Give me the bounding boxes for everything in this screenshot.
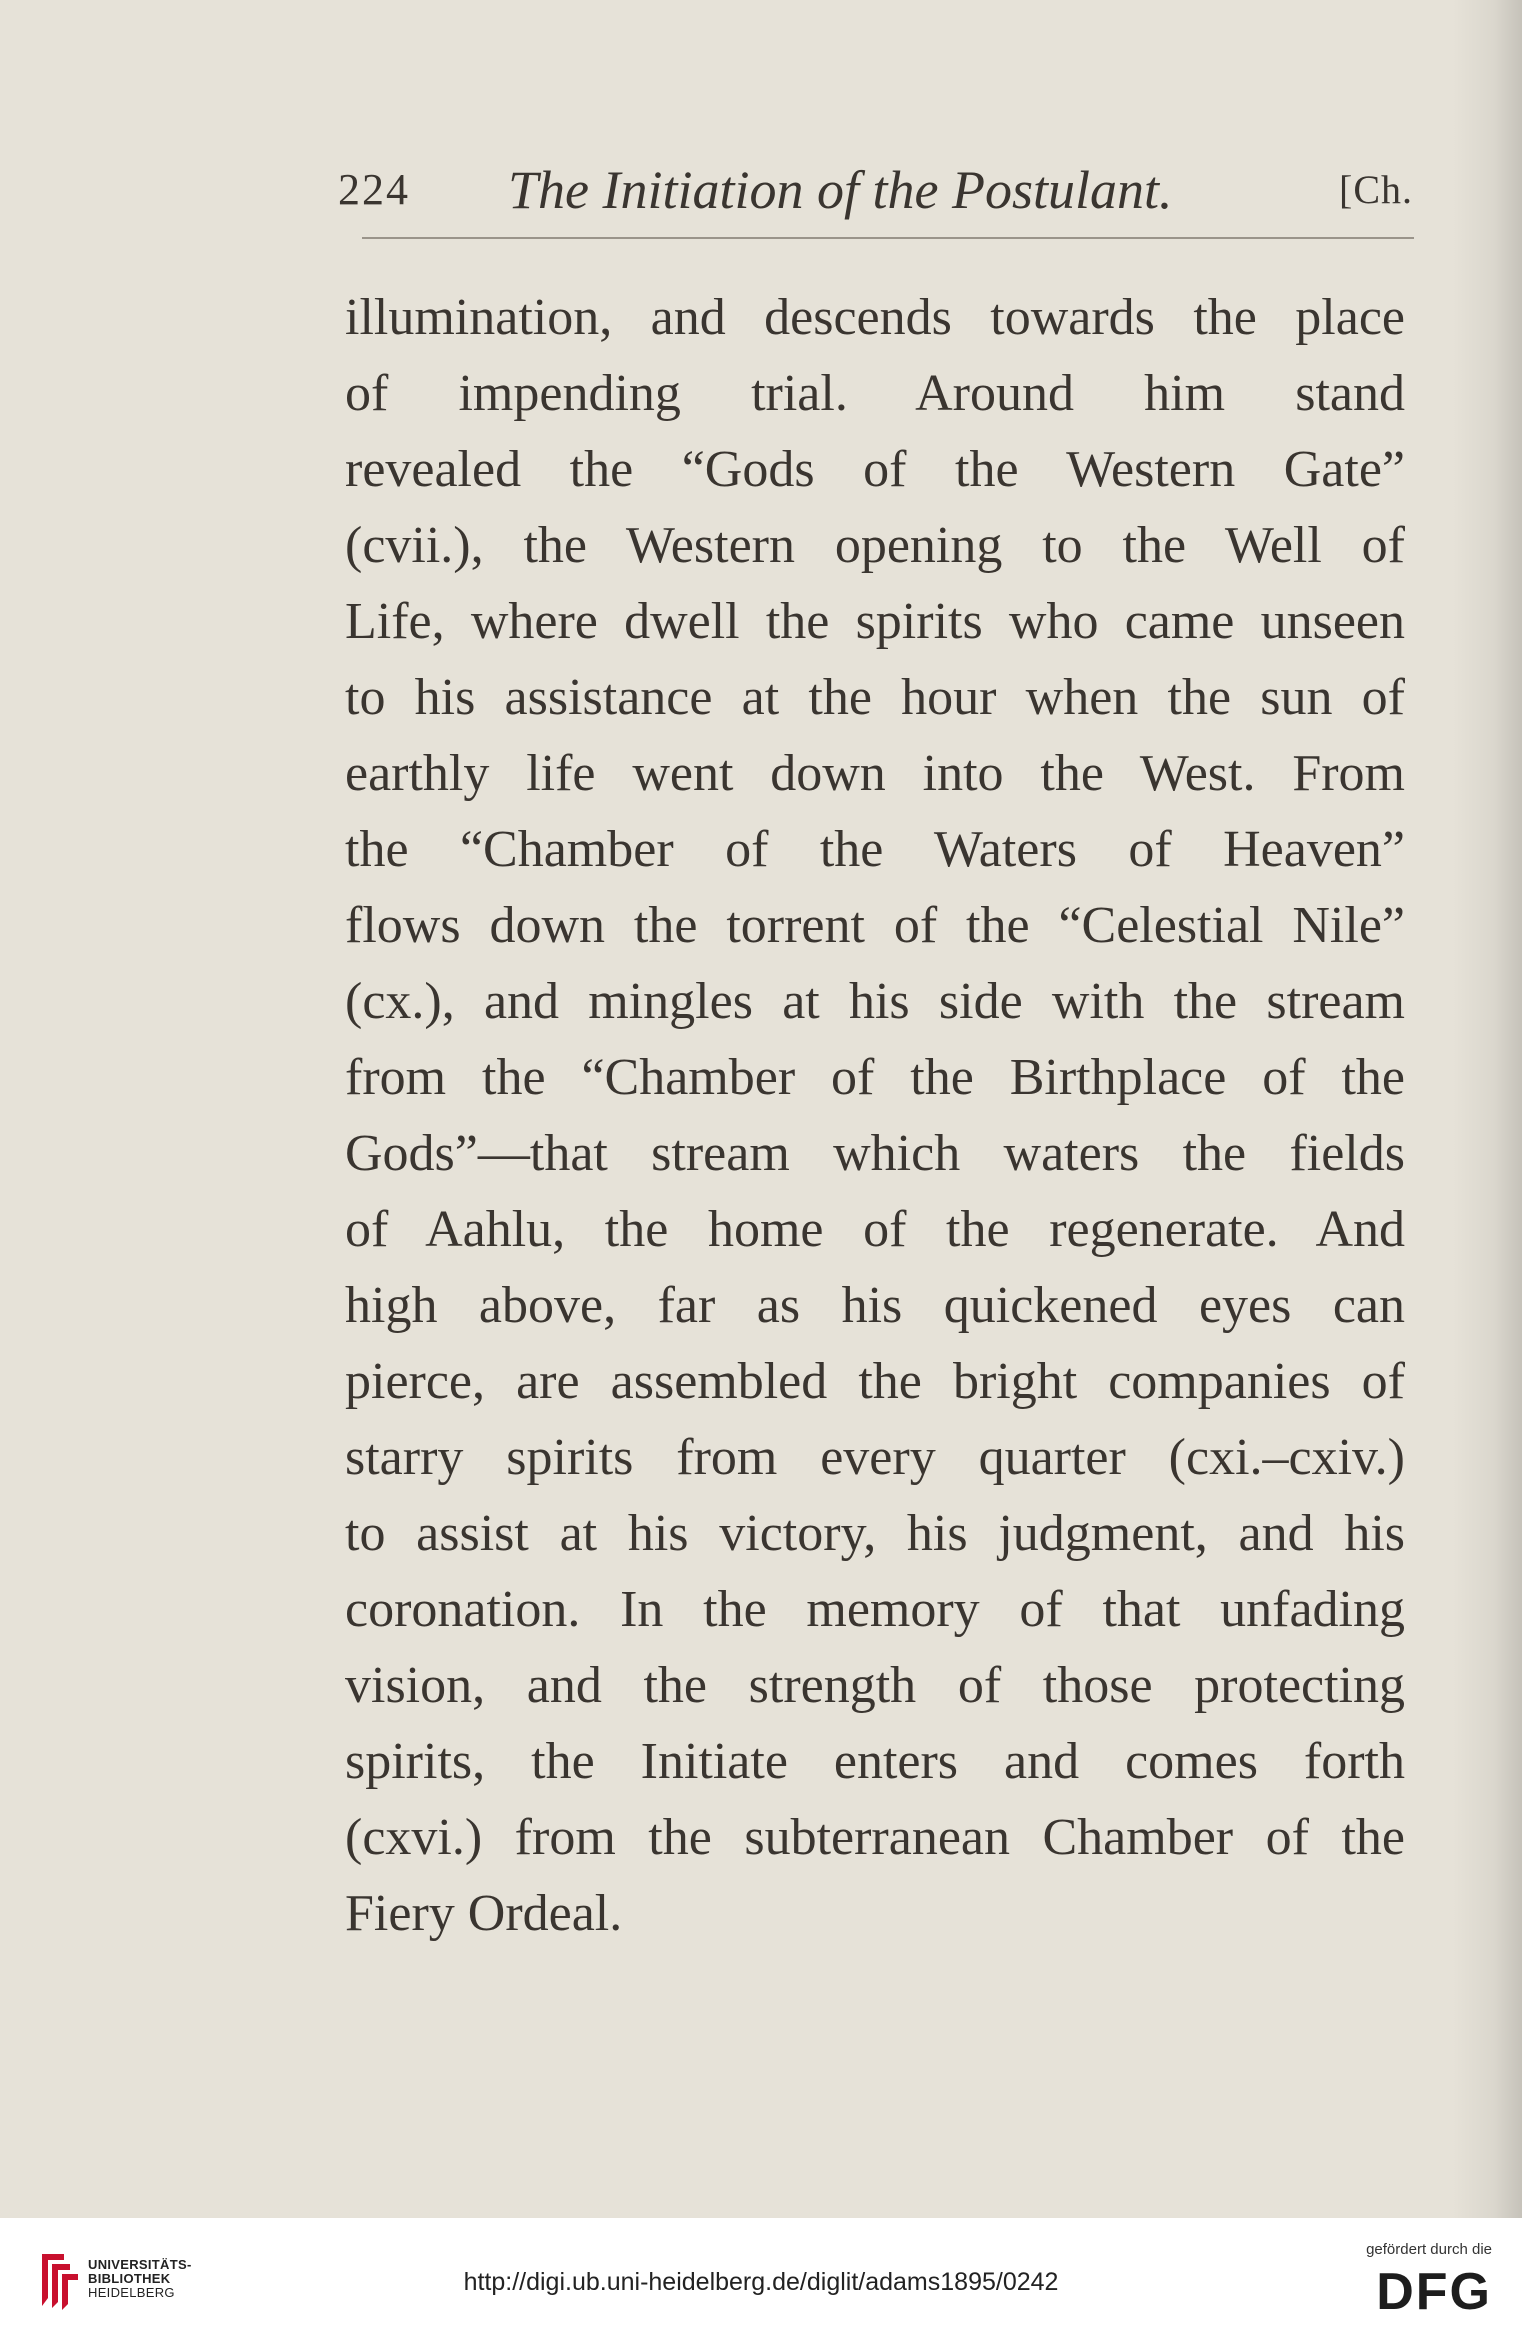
text-line: revealed the “Gods of the Western Gate”	[345, 441, 1405, 498]
text-line: flows down the torrent of the “Celestial Nile”	[345, 897, 1405, 954]
footer-bar	[0, 2218, 1522, 2343]
text-line: vision, and the strength of those protecting	[345, 1657, 1405, 1714]
text-line: Fiery Ordeal.	[345, 1885, 623, 1942]
text-line: (cx.), and mingles at his side with the stream	[345, 973, 1405, 1030]
text-line: of impending trial. Around him stand	[345, 365, 1405, 422]
text-line: the “Chamber of the Waters of Heaven”	[345, 821, 1405, 878]
body-text	[345, 280, 1405, 1952]
text-line: (cxvi.) from the subterranean Chamber of the	[345, 1809, 1405, 1866]
text-line: to his assistance at the hour when the sun of	[345, 669, 1405, 726]
text-line: earthly life went down into the West. From	[345, 745, 1405, 802]
chapter-reference: [Ch.	[1339, 167, 1413, 212]
library-name-line: UNIVERSITÄTS-	[88, 2257, 192, 2272]
text-line: (cvii.), the Western opening to the Well of	[345, 517, 1405, 574]
library-name-line: HEIDELBERG	[88, 2285, 175, 2300]
text-line: high above, far as his quickened eyes can	[345, 1277, 1405, 1334]
text-line: pierce, are assembled the bright companies of	[345, 1353, 1405, 1410]
dfg-logo: DFG	[1376, 2263, 1492, 2321]
text-line: from the “Chamber of the Birthplace of the	[345, 1049, 1405, 1106]
page-edge-shadow	[1452, 0, 1522, 2218]
library-name-line: BIBLIOTHEK	[88, 2271, 171, 2286]
funding-note	[1332, 2240, 1492, 2324]
text-line: illumination, and descends towards the place	[345, 289, 1405, 346]
funded-by-label: gefördert durch die	[1366, 2241, 1492, 2258]
text-line: starry spirits from every quarter (cxi.–cxiv.)	[345, 1429, 1405, 1486]
running-title: The Initiation of the Postulant.	[508, 160, 1173, 220]
text-line: of Aahlu, the home of the regenerate. And	[345, 1201, 1405, 1258]
text-line: Gods”—that stream which waters the fields	[345, 1125, 1405, 1182]
header-rule	[362, 237, 1414, 239]
running-head	[338, 150, 1413, 230]
text-line: coronation. In the memory of that unfading	[345, 1581, 1405, 1638]
text-line: to assist at his victory, his judgment, and his	[345, 1505, 1405, 1562]
page-number: 224	[338, 165, 410, 214]
text-line: spirits, the Initiate enters and comes forth	[345, 1733, 1405, 1790]
text-line: Life, where dwell the spirits who came unseen	[345, 593, 1405, 650]
permalink-url[interactable]: http://digi.ub.uni-heidelberg.de/diglit/adams1895/0242	[463, 2268, 1059, 2296]
